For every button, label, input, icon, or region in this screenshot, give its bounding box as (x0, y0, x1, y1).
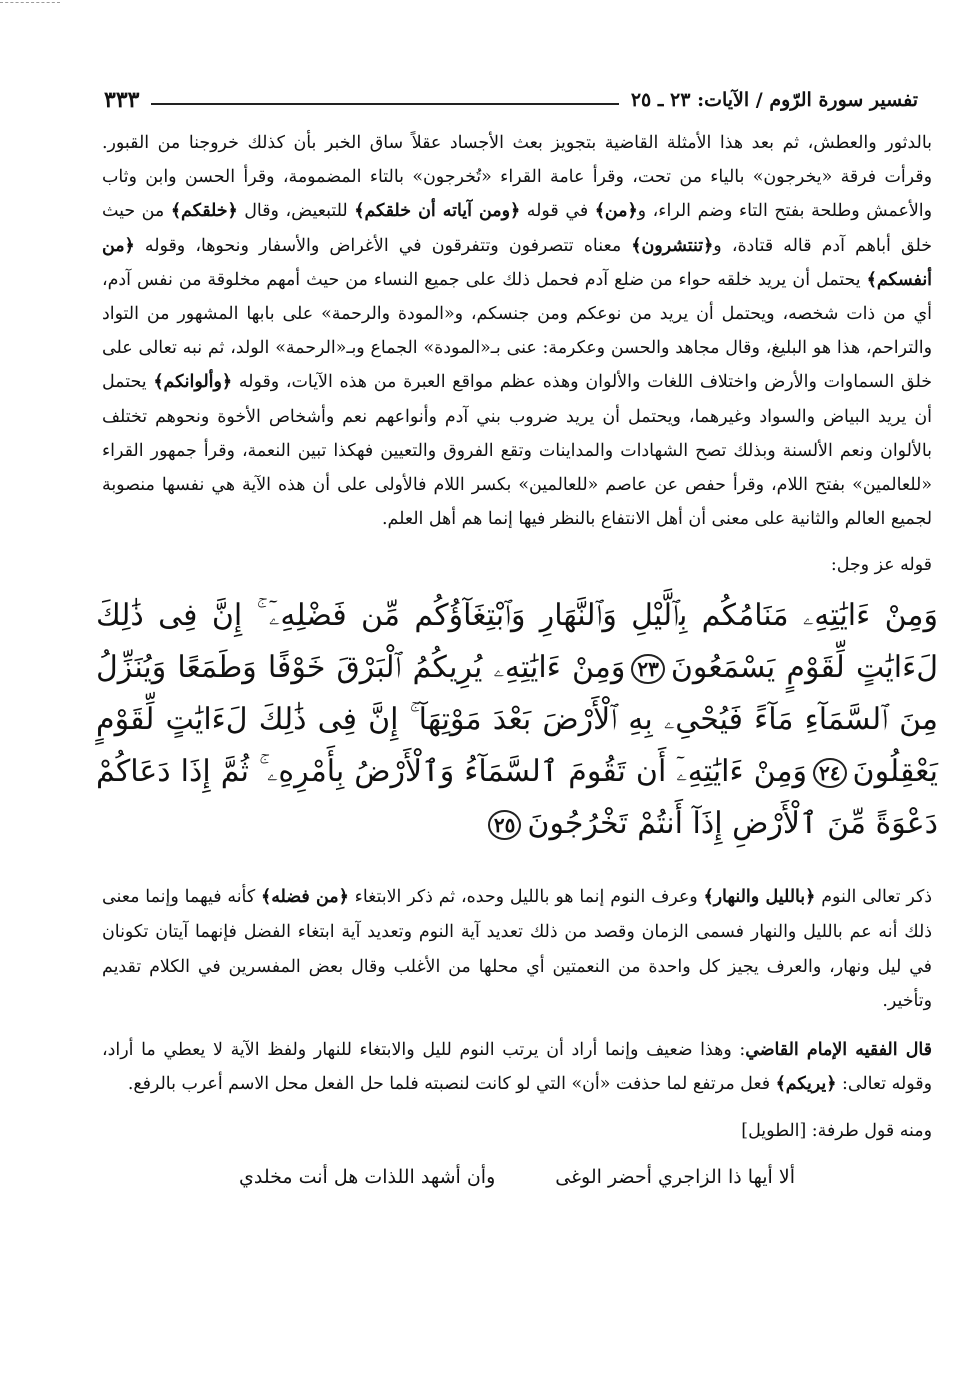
page-body (96, 126, 939, 1195)
poem-hemistich-2: وأن أشهد اللذات هل أنت مخلدي (239, 1165, 496, 1188)
speaker-label: قال الفقيه الإمام القاضي (745, 1039, 932, 1060)
poem-intro: ومنه قول طرفة: [الطويل] (741, 1121, 932, 1141)
page-number: ٣٣٣ (104, 87, 140, 113)
ayah-marker-24: ٢٤ (813, 758, 846, 788)
quoted-phrase: ﴿من﴾ (594, 201, 638, 222)
header-rule (151, 103, 618, 105)
poem-hemistich-1: ألا أيها ذا الزاجري أحضر الوغى (555, 1165, 795, 1188)
commentary-paragraph-3: قال الفقيه الإمام القاضي: وهذا ضعيف وإنما أراد أن يرتب النوم لليل والابتغاء للنهار ولفظ الآية لا يعطي ما أراد، وقوله تعالى: ﴿يريكم﴾ فعل مرتفع لما حذفت «أن» التي لو كانت لنصبته فلما حل الفعل محل الاسم أعرب بالرفع. (102, 1039, 932, 1095)
verse-25: وَمِنْ ءَايَٰتِهِۦٓ أَن تَقُومَ ٱلسَّمَآءُ وَٱلْأَرْضُ بِأَمْرِهِۦ ۚ ثُمَّ إِذَا دَعَاكُمْ دَعْوَةً مِّنَ ٱلْأَرْضِ إِذَآ أَنتُمْ تَخْرُجُونَ (96, 754, 938, 842)
section-gap (102, 850, 932, 880)
poem-verse (102, 1159, 932, 1195)
header-title: تفسير سورة الرّوم / الآيات: ٢٣ ـ ٢٥ (630, 89, 918, 111)
quoted-phrase: ﴿وألوانكم﴾ (153, 372, 233, 393)
quran-verses (96, 590, 938, 850)
verse-24: وَمِنْ ءَايَٰتِهِۦ يُرِيكُمُ ٱلْبَرْقَ خَوْفًا وَطَمَعًا وَيُنَزِّلُ مِنَ ٱلسَّمَآءِ مَآءً فَيُحْىِۦ بِهِ ٱلْأَرْضَ بَعْدَ مَوْتِهَآ ۚ إِنَّ فِى ذَٰلِكَ لَءَايَٰتٍ لِّقَوْمٍ يَعْقِلُونَ (96, 650, 938, 790)
quoted-phrase: ﴿من فضله﴾ (261, 887, 349, 908)
quoted-phrase: ﴿بالليل والنهار﴾ (703, 887, 816, 908)
quoted-phrase: ﴿ومن آياته أن خلقكم﴾ (354, 201, 521, 222)
quoted-phrase: ﴿يريكم﴾ (775, 1074, 837, 1095)
verse-23: وَمِنْ ءَايَٰتِهِۦ مَنَامُكُم بِٱلَّيْلِ وَٱلنَّهَارِ وَٱبْتِغَآؤُكُم مِّن فَضْلِهِۦٓ ۚ إِنَّ فِى ذَٰلِكَ لَءَايَٰتٍ لِّقَوْمٍ يَسْمَعُونَ (96, 598, 939, 686)
scan-corner-mark (0, 2, 60, 3)
quoted-phrase: ﴿من أنفسكم﴾ (102, 235, 932, 290)
quoted-phrase: ﴿خلقكم﴾ (170, 201, 238, 222)
running-header (104, 82, 918, 118)
quoted-phrase: ﴿تنتشرون﴾ (631, 235, 714, 256)
commentary-paragraph-2: ذكر تعالى النوم ﴿بالليل والنهار﴾ وعرف النوم إنما هو بالليل وحده، ثم ذكر الابتغاء ﴿من فضله﴾ كأنه فيهما وإنما معنى ذلك أنه عم بالليل والنهار فسمى الزمان وقصد من ذلك تعديد آية النوم وتعديد آية ابتغاء الفضل فإنهما آيتان تكونان في ليل ونهار، والعرف يجيز كل واحدة من النعمتين أي محلها من الأغلب وقال بعض المفسرين في الكلام تقديم وتأخير. (102, 887, 932, 1012)
commentary-paragraph-1: بالدثور والعطش، ثم بعد هذا الأمثلة القاضية بتجويز بعث الأجساد عقلاً ساق الخبر بأن كذلك خروجنا من القبور. وقرأت فرقة «يخرجون» بالياء من تحت، وقرأ عامة القراء «تُخرجون» بالتاء المضمومة، وقرأ الحسن وابن وثاب والأعمش وطلحة بفتح التاء وضم الراء، و﴿من﴾ في قوله ﴿ومن آياته أن خلقكم﴾ للتبعيض، وقال ﴿خلقكم﴾ من حيث خلق أباهم آدم قاله قتادة، و﴿تنتشرون﴾ معناه تتصرفون وتتفرقون في الأغراض والأسفار ونحوها، وقوله ﴿من أنفسكم﴾ يحتمل أن يريد خلقه حواء من ضلع آدم فحمل ذلك على جميع النساء من حيث أمهم مخلوقة من نفس آدم، أي من ذات شخصه، ويحتمل أن يريد من نوعكم ومن جنسكم، و«المودة والرحمة» على بابها المشهور من التواد والتراحم، هذا هو البليغ، وقال مجاهد والحسن وعكرمة: عنى بـ«المودة» الجماع وبـ«الرحمة» الولد، ثم نبه تعالى على خلق السماوات والأرض واختلاف اللغات والألوان وهذه عظم مواقع العبرة من هذه الآيات، وقوله ﴿وألوانكم﴾ يحتمل أن يريد البياض والسواد وغيرهما، ويحتمل أن يريد ضروب بني آدم وأنواعهم نعم وأشخاص الأخوة ونحوهم تختلف بالألوان ونعم الألسنة وبذلك تصح الشهادات والمداينات وتقع الفروق والتعيين فهكذا تبين النعمة، وقرأ جمهور القراء «للعالمين» بفتح اللام، وقرأ حفص عن عاصم «للعالمين» بكسر اللام فالأولى على أن هذه الآية هي نفسها منصوبة لجميع العالم والثانية على معنى أن أهل الانتفاع بالنظر فيها إنما هم أهل العلم. (102, 133, 933, 530)
ayah-marker-23: ٢٣ (631, 654, 664, 684)
verse-intro: قوله عز وجل: (830, 555, 932, 576)
ayah-marker-25: ٢٥ (488, 810, 521, 840)
